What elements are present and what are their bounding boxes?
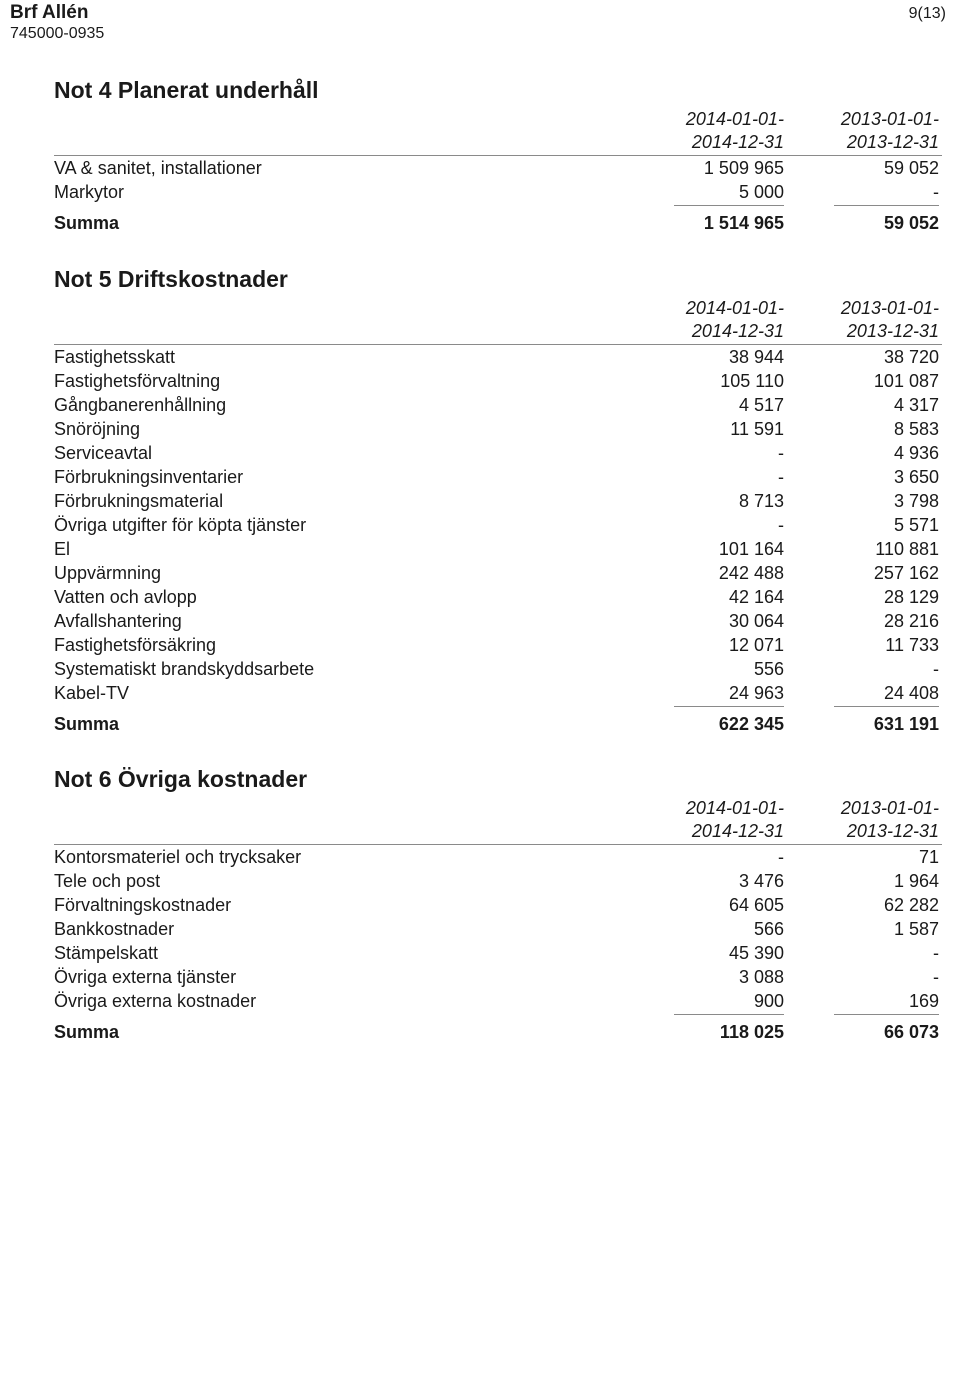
row-label: Vatten och avlopp xyxy=(54,587,197,607)
table-row xyxy=(54,537,942,561)
value-current: - xyxy=(778,443,784,463)
value-previous: 110 881 xyxy=(875,539,939,559)
table-row xyxy=(54,845,942,869)
note-6-section xyxy=(54,762,942,1045)
row-label: Gångbanerenhållning xyxy=(54,395,227,415)
row-label: Tele och post xyxy=(54,871,161,891)
row-label: Övriga utgifter för köpta tjänster xyxy=(54,515,307,535)
sum-row xyxy=(54,1019,942,1045)
page-number: 9(13) xyxy=(908,5,946,22)
table-row xyxy=(54,561,942,585)
period-header-current xyxy=(624,797,784,843)
value-current: 12 071 xyxy=(728,635,784,655)
value-current: 24 963 xyxy=(728,683,784,703)
value-previous: 71 xyxy=(918,847,939,867)
row-label: Snöröjning xyxy=(54,419,141,439)
value-current: 101 164 xyxy=(718,539,784,559)
row-label: Markytor xyxy=(54,182,125,202)
value-current: 242 488 xyxy=(718,563,784,583)
sum-label: Summa xyxy=(54,1022,120,1042)
period-start: 2014-01-01- xyxy=(685,298,784,318)
row-label: Övriga externa tjänster xyxy=(54,967,237,987)
table-row xyxy=(54,489,942,513)
value-current: 42 164 xyxy=(728,587,784,607)
value-current: 3 476 xyxy=(738,871,784,891)
value-previous: 3 650 xyxy=(893,467,939,487)
sum-previous: 66 073 xyxy=(883,1022,939,1042)
table-row xyxy=(54,156,942,180)
value-current: 566 xyxy=(753,919,784,939)
row-label: Avfallshantering xyxy=(54,611,182,631)
value-current: 64 605 xyxy=(728,895,784,915)
table-row xyxy=(54,345,942,369)
value-current: - xyxy=(778,467,784,487)
value-current: 3 088 xyxy=(738,967,784,987)
value-current: 5 000 xyxy=(738,182,784,202)
note-rows xyxy=(54,156,942,204)
period-end: 2013-12-31 xyxy=(846,321,939,341)
section-title: Not 4 Planerat underhåll xyxy=(54,77,319,103)
table-row xyxy=(54,681,942,705)
value-previous: 24 408 xyxy=(883,683,939,703)
row-label: Systematiskt brandskyddsarbete xyxy=(54,659,315,679)
row-label: Uppvärmning xyxy=(54,563,162,583)
table-row xyxy=(54,465,942,489)
sum-row xyxy=(54,711,942,737)
value-previous: 4 317 xyxy=(893,395,939,415)
period-end: 2014-12-31 xyxy=(691,321,784,341)
sum-label: Summa xyxy=(54,714,120,734)
value-previous: 3 798 xyxy=(893,491,939,511)
period-header-previous xyxy=(779,797,939,843)
note-4-section xyxy=(54,73,942,236)
value-previous: 59 052 xyxy=(883,158,939,178)
column-headers xyxy=(54,296,942,345)
table-row xyxy=(54,657,942,681)
period-end: 2013-12-31 xyxy=(846,132,939,152)
row-label: Fastighetsskatt xyxy=(54,347,176,367)
value-previous: 101 087 xyxy=(873,371,939,391)
org-number: 745000-0935 xyxy=(10,25,105,42)
table-row xyxy=(54,869,942,893)
sum-previous: 59 052 xyxy=(883,213,939,233)
row-label: Stämpelskatt xyxy=(54,943,159,963)
value-previous: 11 733 xyxy=(885,635,939,655)
value-previous: 169 xyxy=(908,991,939,1011)
table-row xyxy=(54,965,942,989)
period-header-current xyxy=(624,297,784,343)
value-current: 900 xyxy=(753,991,784,1011)
value-current: 38 944 xyxy=(728,347,784,367)
value-current: 556 xyxy=(753,659,784,679)
row-label: Fastighetsförsäkring xyxy=(54,635,217,655)
column-headers xyxy=(54,796,942,845)
value-current: 30 064 xyxy=(728,611,784,631)
value-current: - xyxy=(778,847,784,867)
table-row xyxy=(54,633,942,657)
value-current: 11 591 xyxy=(730,419,784,439)
value-previous: 8 583 xyxy=(893,419,939,439)
value-current: 1 509 965 xyxy=(703,158,784,178)
table-row xyxy=(54,585,942,609)
sum-current: 622 345 xyxy=(718,714,784,734)
sum-current: 1 514 965 xyxy=(703,213,784,233)
sum-current: 118 025 xyxy=(719,1022,784,1042)
value-current: 45 390 xyxy=(728,943,784,963)
table-row xyxy=(54,417,942,441)
value-previous: 4 936 xyxy=(893,443,939,463)
table-row xyxy=(54,441,942,465)
period-header-current xyxy=(624,108,784,154)
section-title: Not 6 Övriga kostnader xyxy=(54,766,308,792)
sum-previous: 631 191 xyxy=(873,714,939,734)
row-label: El xyxy=(54,539,71,559)
value-current: - xyxy=(778,515,784,535)
value-previous: - xyxy=(933,659,939,679)
row-label: Övriga externa kostnader xyxy=(54,991,257,1011)
note-5-section xyxy=(54,262,942,737)
value-previous: 1 964 xyxy=(893,871,939,891)
column-headers xyxy=(54,107,942,156)
row-label: Serviceavtal xyxy=(54,443,153,463)
period-end: 2014-12-31 xyxy=(691,132,784,152)
value-current: 4 517 xyxy=(738,395,784,415)
sum-row xyxy=(54,210,942,236)
value-previous: 38 720 xyxy=(883,347,939,367)
value-previous: - xyxy=(933,943,939,963)
value-previous: 28 129 xyxy=(883,587,939,607)
value-previous: - xyxy=(933,967,939,987)
table-row xyxy=(54,369,942,393)
period-start: 2014-01-01- xyxy=(685,109,784,129)
table-row xyxy=(54,917,942,941)
org-name: Brf Allén xyxy=(10,2,89,23)
sum-label: Summa xyxy=(54,213,120,233)
row-label: Förbrukningsinventarier xyxy=(54,467,244,487)
section-title: Not 5 Driftskostnader xyxy=(54,266,288,292)
value-previous: 28 216 xyxy=(883,611,939,631)
row-label: Bankkostnader xyxy=(54,919,175,939)
row-label: Kontorsmateriel och trycksaker xyxy=(54,847,302,867)
period-header-previous xyxy=(779,108,939,154)
row-label: Förvaltningskostnader xyxy=(54,895,232,915)
row-label: VA & sanitet, installationer xyxy=(54,158,262,178)
note-rows xyxy=(54,845,942,1013)
table-row xyxy=(54,941,942,965)
period-start: 2013-01-01- xyxy=(840,798,939,818)
value-current: 8 713 xyxy=(738,491,784,511)
period-end: 2013-12-31 xyxy=(846,821,939,841)
period-start: 2013-01-01- xyxy=(840,109,939,129)
value-previous: - xyxy=(933,182,939,202)
table-row xyxy=(54,180,942,204)
table-row xyxy=(54,989,942,1013)
period-start: 2013-01-01- xyxy=(840,298,939,318)
period-end: 2014-12-31 xyxy=(691,821,784,841)
period-start: 2014-01-01- xyxy=(685,798,784,818)
row-label: Kabel-TV xyxy=(54,683,130,703)
table-row xyxy=(54,609,942,633)
value-previous: 62 282 xyxy=(883,895,939,915)
note-rows xyxy=(54,345,942,705)
row-label: Förbrukningsmaterial xyxy=(54,491,224,511)
table-row xyxy=(54,513,942,537)
period-header-previous xyxy=(779,297,939,343)
row-label: Fastighetsförvaltning xyxy=(54,371,221,391)
table-row xyxy=(54,393,942,417)
value-previous: 257 162 xyxy=(873,563,939,583)
value-current: 105 110 xyxy=(720,371,784,391)
table-row xyxy=(54,893,942,917)
value-previous: 1 587 xyxy=(893,919,939,939)
value-previous: 5 571 xyxy=(893,515,939,535)
